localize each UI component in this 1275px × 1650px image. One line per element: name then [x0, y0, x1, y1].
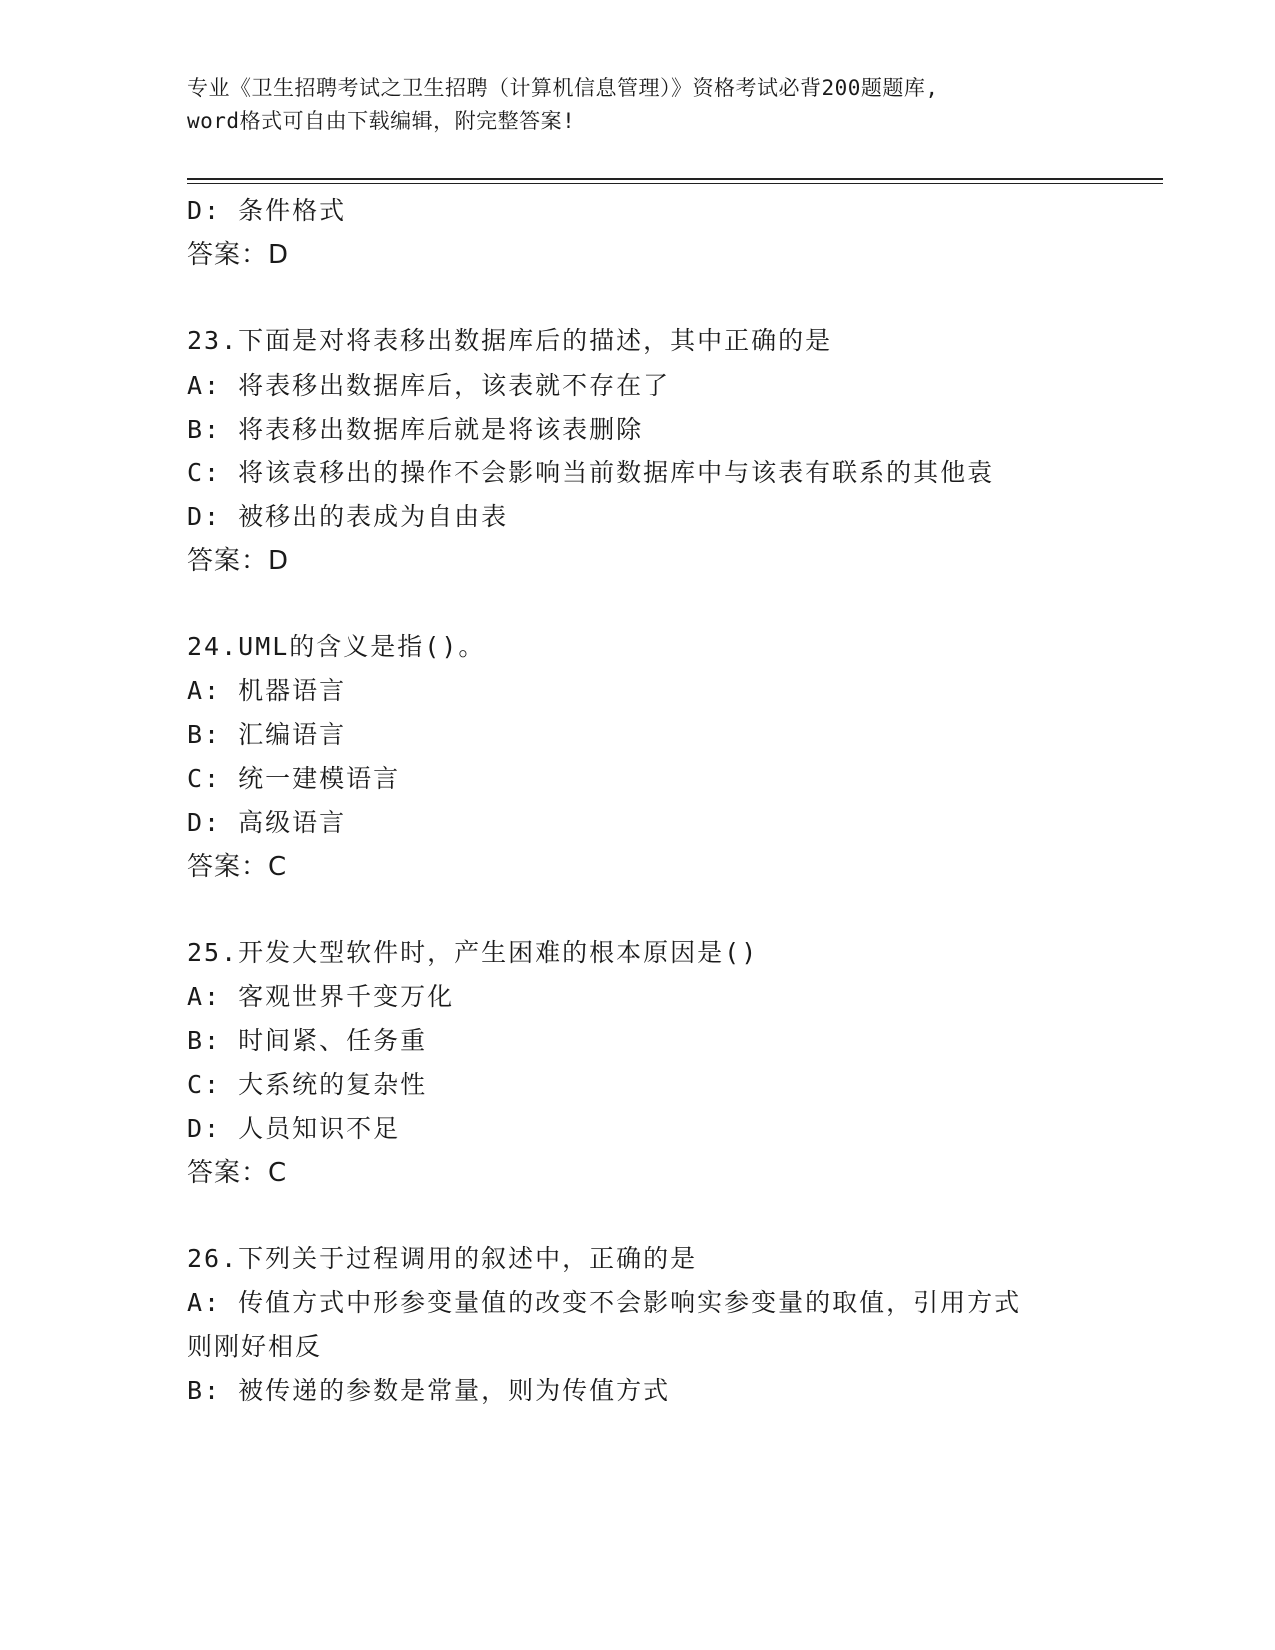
header-divider-thin — [187, 183, 1163, 184]
q26-option-a-line2: 则刚好相反 — [187, 1332, 323, 1361]
q24-stem: 24.UML的含义是指()。 — [187, 632, 486, 661]
q24-option-c: C: 统一建模语言 — [187, 764, 401, 793]
q23-option-b: B: 将表移出数据库后就是将该表删除 — [187, 415, 644, 444]
q23-option-c: C: 将该袁移出的操作不会影响当前数据库中与该表有联系的其他袁 — [187, 458, 995, 487]
header-line-1: 专业《卫生招聘考试之卫生招聘（计算机信息管理）》资格考试必背200题题库, — [187, 76, 939, 100]
document-header — [187, 72, 1067, 138]
q24-option-d: D: 高级语言 — [187, 808, 347, 837]
q23-option-d: D: 被移出的表成为自由表 — [187, 502, 509, 531]
header-divider-thick — [187, 178, 1163, 180]
q24-answer: 答案：C — [187, 852, 288, 882]
q25-stem: 25.开发大型软件时，产生困难的根本原因是() — [187, 938, 759, 967]
q25-option-a: A: 客观世界千变万化 — [187, 982, 455, 1011]
q25-answer: 答案：C — [187, 1158, 288, 1188]
q23-option-a: A: 将表移出数据库后，该表就不存在了 — [187, 371, 671, 400]
q25-option-b: B: 时间紧、任务重 — [187, 1026, 428, 1055]
header-line-2: word格式可自由下载编辑，附完整答案! — [187, 109, 576, 133]
q26-option-b: B: 被传递的参数是常量，则为传值方式 — [187, 1376, 671, 1405]
q23-answer: 答案：D — [187, 546, 290, 576]
q23-stem: 23.下面是对将表移出数据库后的描述，其中正确的是 — [187, 326, 833, 355]
prev-answer: 答案：D — [187, 240, 290, 270]
q24-option-b: B: 汇编语言 — [187, 720, 347, 749]
q24-option-a: A: 机器语言 — [187, 676, 347, 705]
q25-option-c: C: 大系统的复杂性 — [187, 1070, 428, 1099]
q26-option-a-line1: A: 传值方式中形参变量值的改变不会影响实参变量的取值，引用方式 — [187, 1288, 1022, 1317]
q26-stem: 26.下列关于过程调用的叙述中，正确的是 — [187, 1244, 698, 1273]
q25-option-d: D: 人员知识不足 — [187, 1114, 401, 1143]
prev-option-d: D: 条件格式 — [187, 196, 347, 225]
